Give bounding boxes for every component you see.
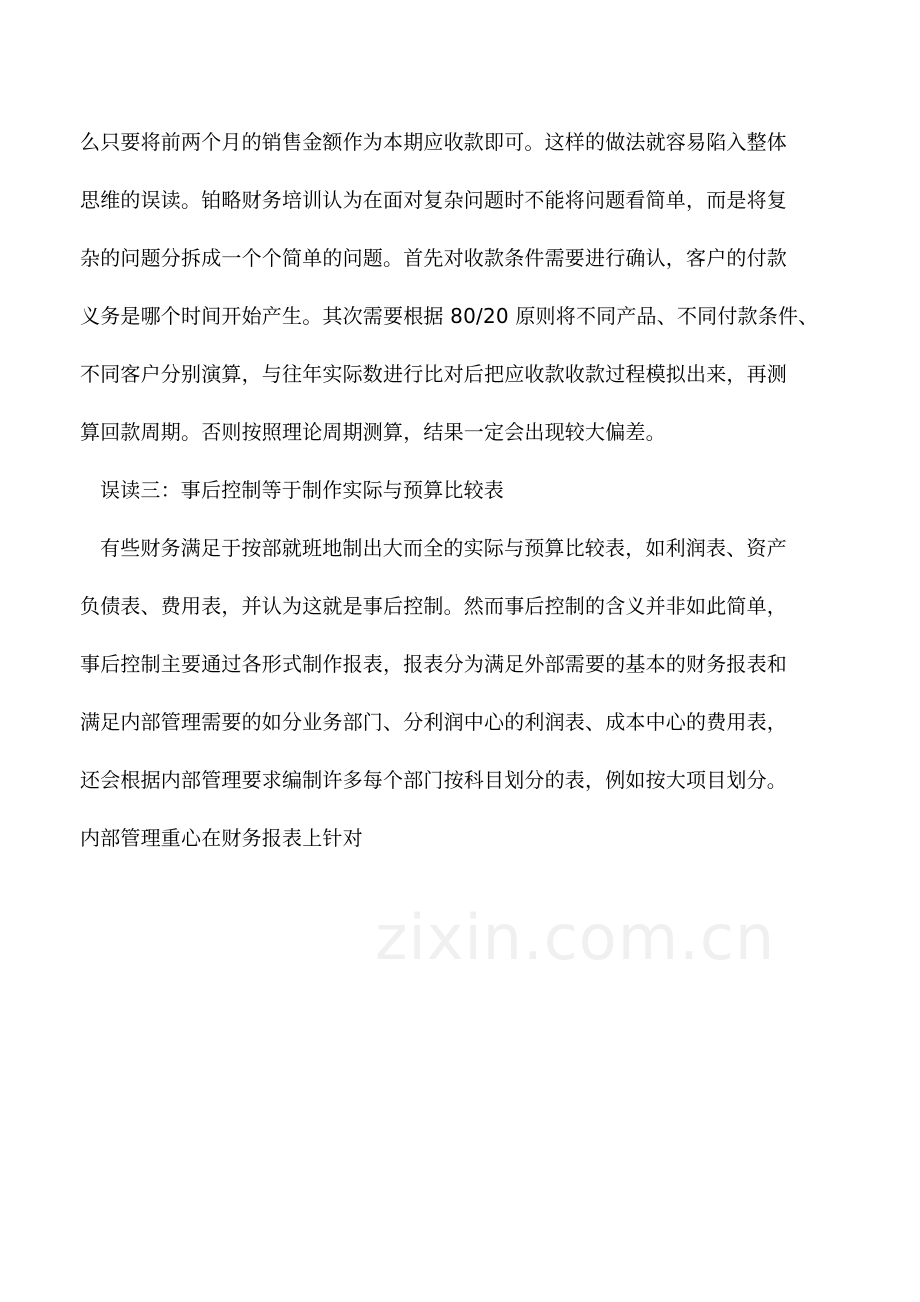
paragraph-line-3: 杂的问题分拆成一个个简单的问题。首先对收款条件需要进行确认，客户的付款	[80, 246, 787, 270]
paragraph-line-6: 算回款周期。否则按照理论周期测算，结果一定会出现较大偏差。	[80, 420, 666, 444]
paragraph-line-12: 内部管理重心在财务报表上针对	[80, 826, 363, 850]
watermark: zixin.com.cn	[375, 901, 776, 974]
paragraph-line-8: 负债表、费用表，并认为这就是事后控制。然而事后控制的含义并非如此简单，	[80, 594, 787, 618]
section-heading: 误读三：事后控制等于制作实际与预算比较表	[100, 478, 504, 502]
paragraph-line-2: 思维的误读。铂略财务培训认为在面对复杂问题时不能将问题看简单，而是将复	[80, 188, 787, 212]
paragraph-line-5: 不同客户分别演算，与往年实际数进行比对后把应收款收款过程模拟出来，再测	[80, 362, 787, 386]
paragraph-line-7: 有些财务满足于按部就班地制出大而全的实际与预算比较表，如利润表、资产	[100, 536, 787, 560]
paragraph-line-9: 事后控制主要通过各形式制作报表，报表分为满足外部需要的基本的财务报表和	[80, 652, 787, 676]
paragraph-line-4: 义务是哪个时间开始产生。其次需要根据 80/20 原则将不同产品、不同付款条件、	[80, 304, 819, 328]
paragraph-line-11: 还会根据内部管理要求编制许多每个部门按科目划分的表，例如按大项目划分。	[80, 768, 787, 792]
paragraph-line-10: 满足内部管理需要的如分业务部门、分利润中心的利润表、成本中心的费用表，	[80, 710, 787, 734]
paragraph-line-1: 么只要将前两个月的销售金额作为本期应收款即可。这样的做法就容易陷入整体	[80, 130, 787, 154]
